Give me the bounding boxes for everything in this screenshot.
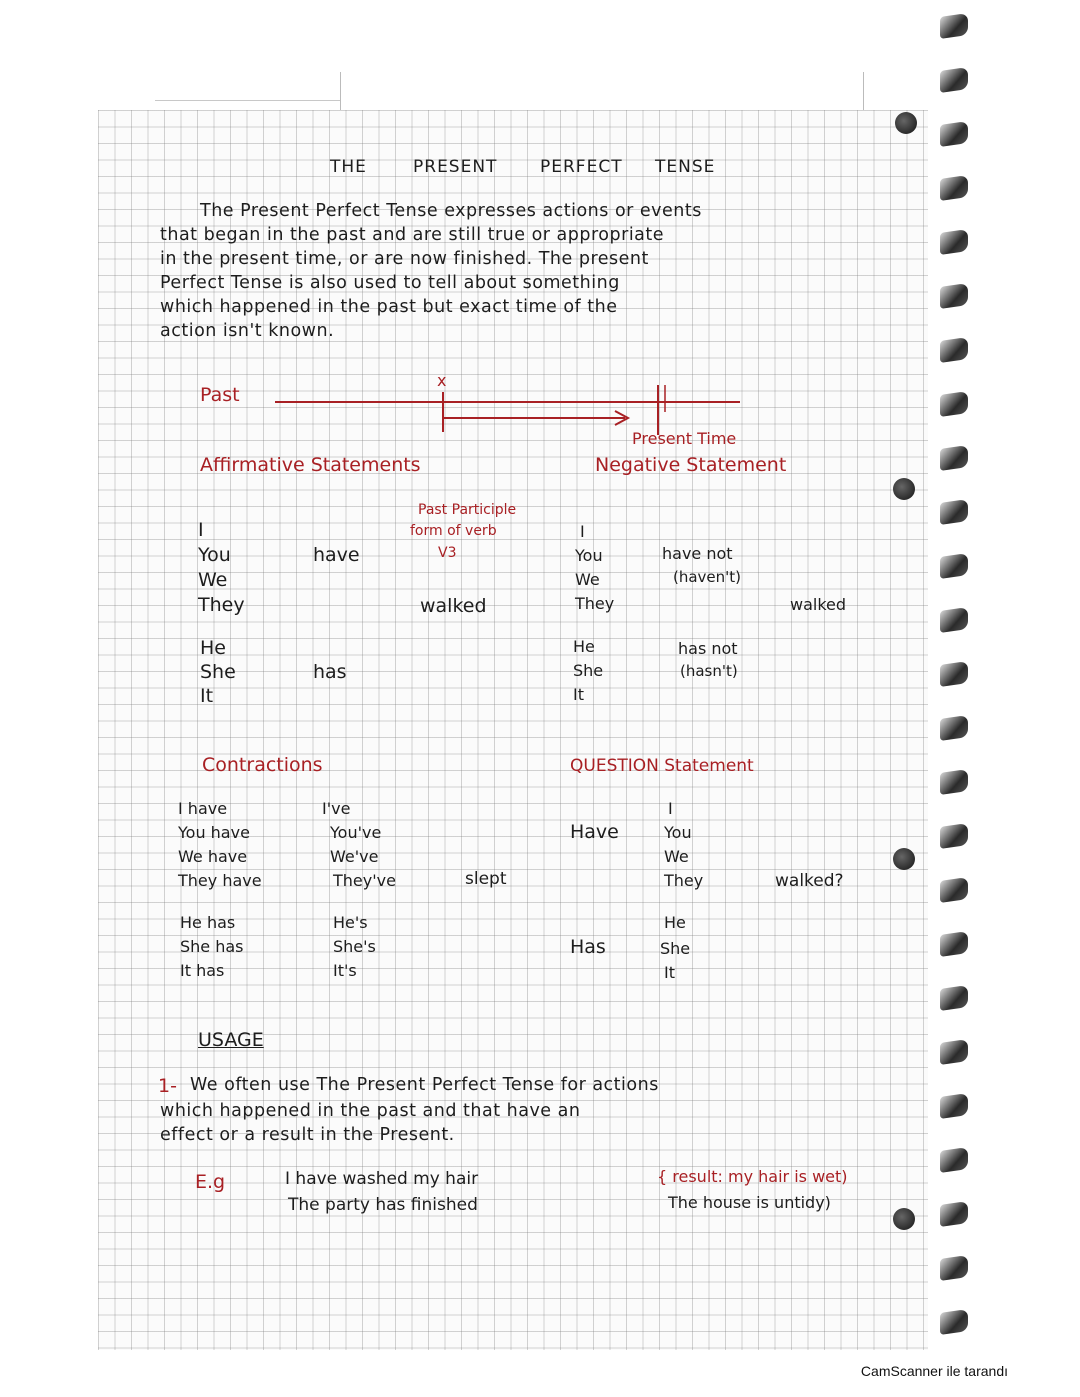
spiral-ring xyxy=(940,1147,968,1173)
contractions-heading: Contractions xyxy=(202,754,323,776)
usage-example-2: The party has finished xyxy=(288,1195,478,1215)
negative-aux-hasnt: (hasn't) xyxy=(680,662,738,680)
contraction-short: We've xyxy=(330,847,379,866)
contraction-full: It has xyxy=(180,961,225,980)
contraction-short: I've xyxy=(322,799,351,818)
spiral-ring xyxy=(940,877,968,903)
negative-aux-havent: (haven't) xyxy=(673,568,742,586)
punch-hole xyxy=(893,1208,915,1230)
usage-eg-label: E.g xyxy=(195,1171,226,1193)
spiral-ring xyxy=(940,229,968,255)
negative-aux-have-not: have not xyxy=(662,544,733,563)
contraction-short: You've xyxy=(330,823,382,842)
punch-hole xyxy=(895,112,917,134)
negative-subject: We xyxy=(575,570,600,589)
question-aux-has: Has xyxy=(570,936,606,958)
spiral-ring xyxy=(940,283,968,309)
contraction-full: We have xyxy=(178,847,248,866)
negative-aux-has-not: has not xyxy=(678,639,738,658)
contraction-full: She has xyxy=(180,937,244,956)
timeline-marker: x xyxy=(437,371,447,390)
negative-subject: You xyxy=(575,546,603,565)
contraction-full: They have xyxy=(178,871,262,890)
affirmative-aux-have: have xyxy=(313,544,360,566)
contraction-full: I have xyxy=(178,799,228,818)
question-subject: She xyxy=(660,939,691,958)
intro-line-3: in the present time, or are now finished. The present xyxy=(160,249,649,269)
intro-line-5: which happened in the past but exact time of the xyxy=(160,297,618,317)
timeline-past-label: Past xyxy=(200,384,240,406)
negative-subject: He xyxy=(573,637,595,656)
affirmative-subject: They xyxy=(198,594,245,616)
negative-subject: I xyxy=(580,522,585,541)
punch-hole xyxy=(893,848,915,870)
usage-example-1: I have washed my hair xyxy=(285,1169,479,1189)
affirmative-note-1: Past Participle xyxy=(418,502,517,518)
intro-line-4: Perfect Tense is also used to tell about something xyxy=(160,273,620,293)
contraction-short: He's xyxy=(333,913,368,932)
negative-subject: They xyxy=(575,594,615,613)
spiral-ring xyxy=(940,175,968,201)
affirmative-subject: He xyxy=(200,637,226,659)
usage-line-2: which happened in the past and that have an xyxy=(160,1101,581,1121)
spiral-ring xyxy=(940,499,968,525)
affirmative-subject: She xyxy=(200,661,236,683)
contraction-full: You have xyxy=(178,823,250,842)
affirmative-verb: walked xyxy=(420,595,487,617)
spiral-ring xyxy=(940,985,968,1011)
punch-hole xyxy=(893,478,915,500)
spiral-ring xyxy=(940,661,968,687)
usage-line-3: effect or a result in the Present. xyxy=(160,1125,455,1145)
affirmative-subject: I xyxy=(198,519,204,541)
title-word-perfect: PERFECT xyxy=(540,157,623,177)
contractions-verb: slept xyxy=(465,869,507,889)
affirmative-subject: It xyxy=(200,685,214,707)
contraction-full: He has xyxy=(180,913,236,932)
title-word-tense: TENSE xyxy=(655,157,716,177)
affirmative-aux-has: has xyxy=(313,661,347,683)
contraction-short: They've xyxy=(333,871,396,890)
contraction-short: It's xyxy=(333,961,357,980)
spiral-ring xyxy=(940,715,968,741)
scanner-watermark: CamScanner ile tarandı xyxy=(860,1363,1008,1379)
affirmative-subject: You xyxy=(198,544,231,566)
spiral-binding xyxy=(940,15,980,1355)
affirmative-subject: We xyxy=(198,569,228,591)
spiral-ring xyxy=(940,67,968,93)
question-subject: It xyxy=(664,963,675,982)
spiral-ring xyxy=(940,553,968,579)
negative-subject: She xyxy=(573,661,604,680)
title-word-present: PRESENT xyxy=(413,157,498,177)
spiral-ring xyxy=(940,337,968,363)
question-verb: walked? xyxy=(775,871,844,891)
contraction-short: She's xyxy=(333,937,376,956)
affirmative-note-3: V3 xyxy=(438,545,457,561)
spiral-ring xyxy=(940,391,968,417)
spiral-ring xyxy=(940,445,968,471)
spiral-ring xyxy=(940,931,968,957)
timeline-present-label: Present Time xyxy=(632,429,737,448)
negative-heading: Negative Statement xyxy=(595,454,787,476)
spiral-ring xyxy=(940,1201,968,1227)
spiral-ring xyxy=(940,769,968,795)
question-subject: I xyxy=(668,799,673,818)
usage-example-2-note: The house is untidy) xyxy=(668,1193,831,1212)
spiral-ring xyxy=(940,1093,968,1119)
question-subject: We xyxy=(664,847,689,866)
question-subject: He xyxy=(664,913,686,932)
usage-heading: USAGE xyxy=(198,1029,264,1051)
spiral-ring xyxy=(940,823,968,849)
affirmative-heading: Affirmative Statements xyxy=(200,454,421,476)
usage-line-1: We often use The Present Perfect Tense for actions xyxy=(190,1075,659,1095)
affirmative-note-2: form of verb xyxy=(410,523,497,539)
intro-line-1: The Present Perfect Tense expresses actions or events xyxy=(200,201,702,221)
spiral-ring xyxy=(940,121,968,147)
question-heading: QUESTION Statement xyxy=(570,756,754,776)
usage-example-1-note: { result: my hair is wet) xyxy=(657,1167,848,1186)
spiral-ring xyxy=(940,1255,968,1281)
question-aux-have: Have xyxy=(570,821,619,843)
usage-number: 1- xyxy=(158,1075,177,1097)
question-subject: They xyxy=(664,871,704,890)
intro-line-2: that began in the past and are still true or appropriate xyxy=(160,225,665,245)
title-word-the: THE xyxy=(330,157,367,177)
spiral-ring xyxy=(940,1039,968,1065)
spiral-ring xyxy=(940,13,968,39)
negative-verb: walked xyxy=(790,595,847,614)
spiral-ring xyxy=(940,607,968,633)
question-subject: You xyxy=(664,823,692,842)
spiral-ring xyxy=(940,1309,968,1335)
negative-subject: It xyxy=(573,685,584,704)
intro-line-6: action isn't known. xyxy=(160,321,335,341)
